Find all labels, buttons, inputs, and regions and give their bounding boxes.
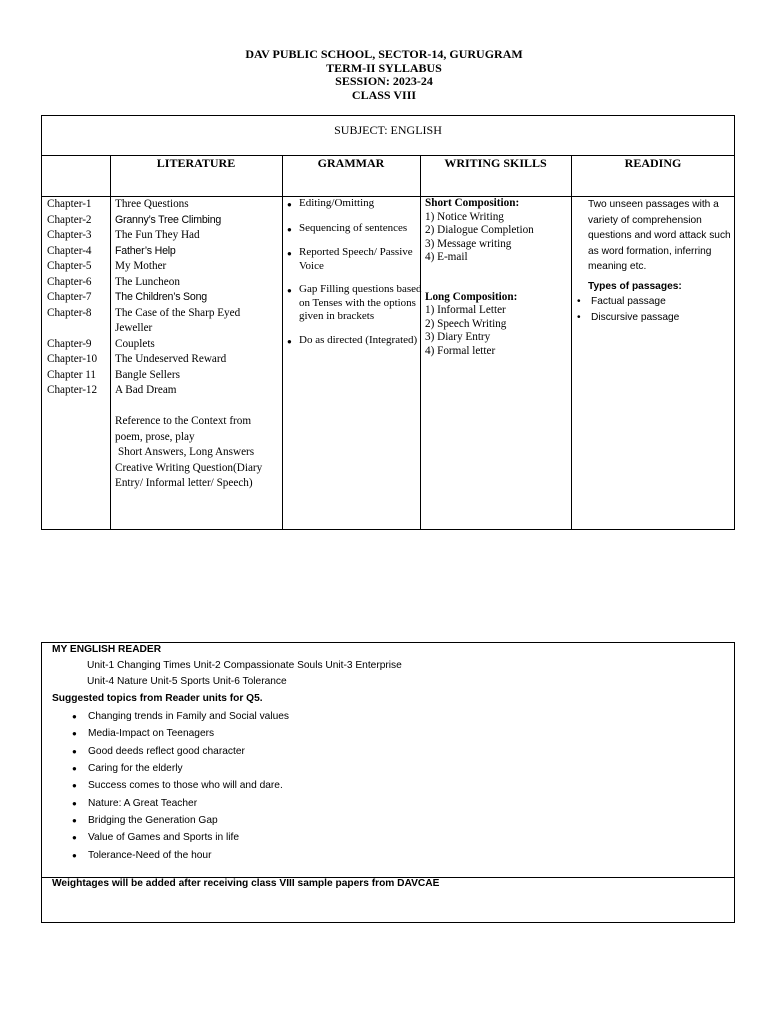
reader-section (41, 642, 735, 923)
passage-types-list (577, 294, 737, 325)
chapter-title: A Bad Dream (115, 384, 177, 396)
bullet-icon: ● (287, 224, 292, 234)
chapter-title: The Children’s Song (115, 291, 207, 303)
term-title: TERM-II SYLLABUS (326, 60, 442, 75)
short-composition-heading: Short Composition: (425, 197, 520, 209)
grammar-item: ● Editing/Omitting (287, 197, 422, 212)
literature-header: LITERATURE (156, 156, 236, 170)
list-item: • Discursive passage (577, 310, 737, 326)
chapter-label: Chapter 11 (47, 368, 96, 381)
chapter-title: Couplets (115, 337, 155, 350)
writing-skills-list (425, 197, 570, 358)
literature-note: Reference to the Context from poem, prose, play (115, 415, 252, 443)
class-label: CLASS VIII (351, 87, 417, 102)
grammar-header: GRAMMAR (317, 156, 385, 170)
chapter-list (47, 197, 109, 399)
literature-titles (115, 197, 285, 492)
syllabus-table (41, 115, 735, 530)
reading-header: READING (624, 156, 682, 170)
chapter-label: Chapter-6 (47, 275, 92, 288)
list-item: ● Media-Impact on Teenagers (42, 725, 289, 742)
chapter-title: Three Questions (115, 198, 189, 210)
chapter-label: Chapter-12 (47, 384, 98, 396)
list-item: ● Nature: A Great Teacher (42, 794, 289, 811)
chapter-title: Granny’s Tree Climbing (115, 213, 222, 226)
passage-types-heading: Types of passages: (588, 280, 682, 292)
bullet-icon: ● (72, 764, 77, 774)
list-item: ● Success comes to those who will and dare. (42, 777, 289, 794)
writing-item: 3) Diary Entry (425, 331, 491, 343)
writing-skills-header: WRITING SKILLS (444, 156, 547, 170)
list-item: ● Tolerance-Need of the hour (42, 846, 289, 863)
chapter-title: Father’s Help (115, 244, 176, 257)
writing-item: 4) E-mail (425, 251, 468, 263)
literature-note: Short Answers, Long Answers (118, 446, 255, 458)
grammar-item: ● Do as directed (Integrated) (287, 334, 422, 349)
school-name: DAV PUBLIC SCHOOL, SECTOR-14, GURUGRAM (245, 47, 523, 61)
literature-note: Creative Writing Question(Diary Entry/ Informal letter/ Speech) (115, 461, 263, 489)
long-composition-heading: Long Composition: (425, 290, 518, 303)
chapter-label: Chapter-7 (47, 291, 92, 303)
document-header (0, 48, 768, 102)
grammar-item: ● Gap Filling questions based on Tenses with the options given in brackets (287, 283, 422, 322)
bullet-icon: ● (287, 249, 292, 258)
reading-intro: Two unseen passages with a variety of comprehension questions and word attack such as word formation, inferring meaning etc. (588, 199, 731, 272)
chapter-title: Bangle Sellers (115, 368, 180, 381)
grammar-list (287, 197, 422, 358)
chapter-label: Chapter-10 (47, 353, 98, 365)
chapter-label: Chapter-2 (47, 213, 92, 226)
list-item: • Factual passage (577, 294, 737, 310)
chapter-label: Chapter-1 (47, 198, 92, 210)
grammar-item: ● Sequencing of sentences (287, 222, 422, 237)
units-line: Unit-4 Nature Unit-5 Sports Unit-6 Tolerance (87, 676, 287, 687)
reader-title: MY ENGLISH READER (52, 644, 162, 655)
bullet-icon: ● (72, 798, 77, 808)
list-item: ● Good deeds reflect good character (42, 743, 289, 760)
weightage-note: Weightages will be added after receiving class VIII sample papers from DAVCAE (52, 878, 440, 889)
bullet-icon: ● (72, 781, 77, 791)
chapter-label: Chapter-4 (47, 244, 92, 257)
bullet-icon: ● (287, 336, 292, 346)
chapter-title: The Luncheon (115, 275, 180, 288)
list-item: ● Value of Games and Sports in life (42, 829, 289, 846)
writing-item: 2) Speech Writing (425, 317, 507, 330)
bullet-icon: • (577, 296, 581, 307)
chapter-title: The Case of the Sharp Eyed Jeweller (115, 306, 241, 334)
chapter-title: My Mother (115, 260, 167, 272)
bullet-icon: ● (72, 729, 77, 739)
reading-details (577, 197, 737, 325)
bullet-icon: ● (72, 746, 77, 756)
chapter-label: Chapter-3 (47, 229, 92, 241)
list-item: ● Bridging the Generation Gap (42, 812, 289, 829)
writing-item: 2) Dialogue Completion (425, 224, 534, 236)
suggested-topics-heading: Suggested topics from Reader units for Q5. (52, 693, 263, 704)
bullet-icon: ● (287, 200, 292, 209)
chapter-label: Chapter-9 (47, 337, 92, 350)
bullet-icon: ● (72, 815, 77, 825)
session-label: SESSION: 2023-24 (335, 74, 433, 88)
bullet-icon: ● (72, 850, 77, 860)
list-item: ● Caring for the elderly (42, 760, 289, 777)
column-divider (571, 156, 572, 529)
writing-item: 4) Formal letter (425, 344, 496, 357)
writing-item: 1) Notice Writing (425, 210, 504, 223)
column-divider (110, 156, 111, 529)
grammar-item: ● Reported Speech/ Passive Voice (287, 246, 413, 272)
writing-item: 3) Message writing (425, 237, 512, 250)
bullet-icon: ● (72, 833, 77, 843)
chapter-title: The Undeserved Reward (115, 353, 227, 365)
bullet-icon: • (577, 311, 581, 323)
chapter-label: Chapter-8 (47, 306, 92, 319)
units-line: Unit-1 Changing Times Unit-2 Compassionate Souls Unit-3 Enterprise (87, 660, 402, 671)
subject-heading: SUBJECT: ENGLISH (42, 116, 734, 156)
bullet-icon: ● (72, 712, 77, 722)
chapter-title: The Fun They Had (115, 229, 200, 241)
topics-list (42, 708, 289, 864)
bullet-icon: ● (287, 286, 292, 295)
chapter-label: Chapter-5 (47, 260, 92, 272)
list-item: ● Changing trends in Family and Social values (42, 708, 289, 725)
writing-item: 1) Informal Letter (425, 304, 506, 316)
